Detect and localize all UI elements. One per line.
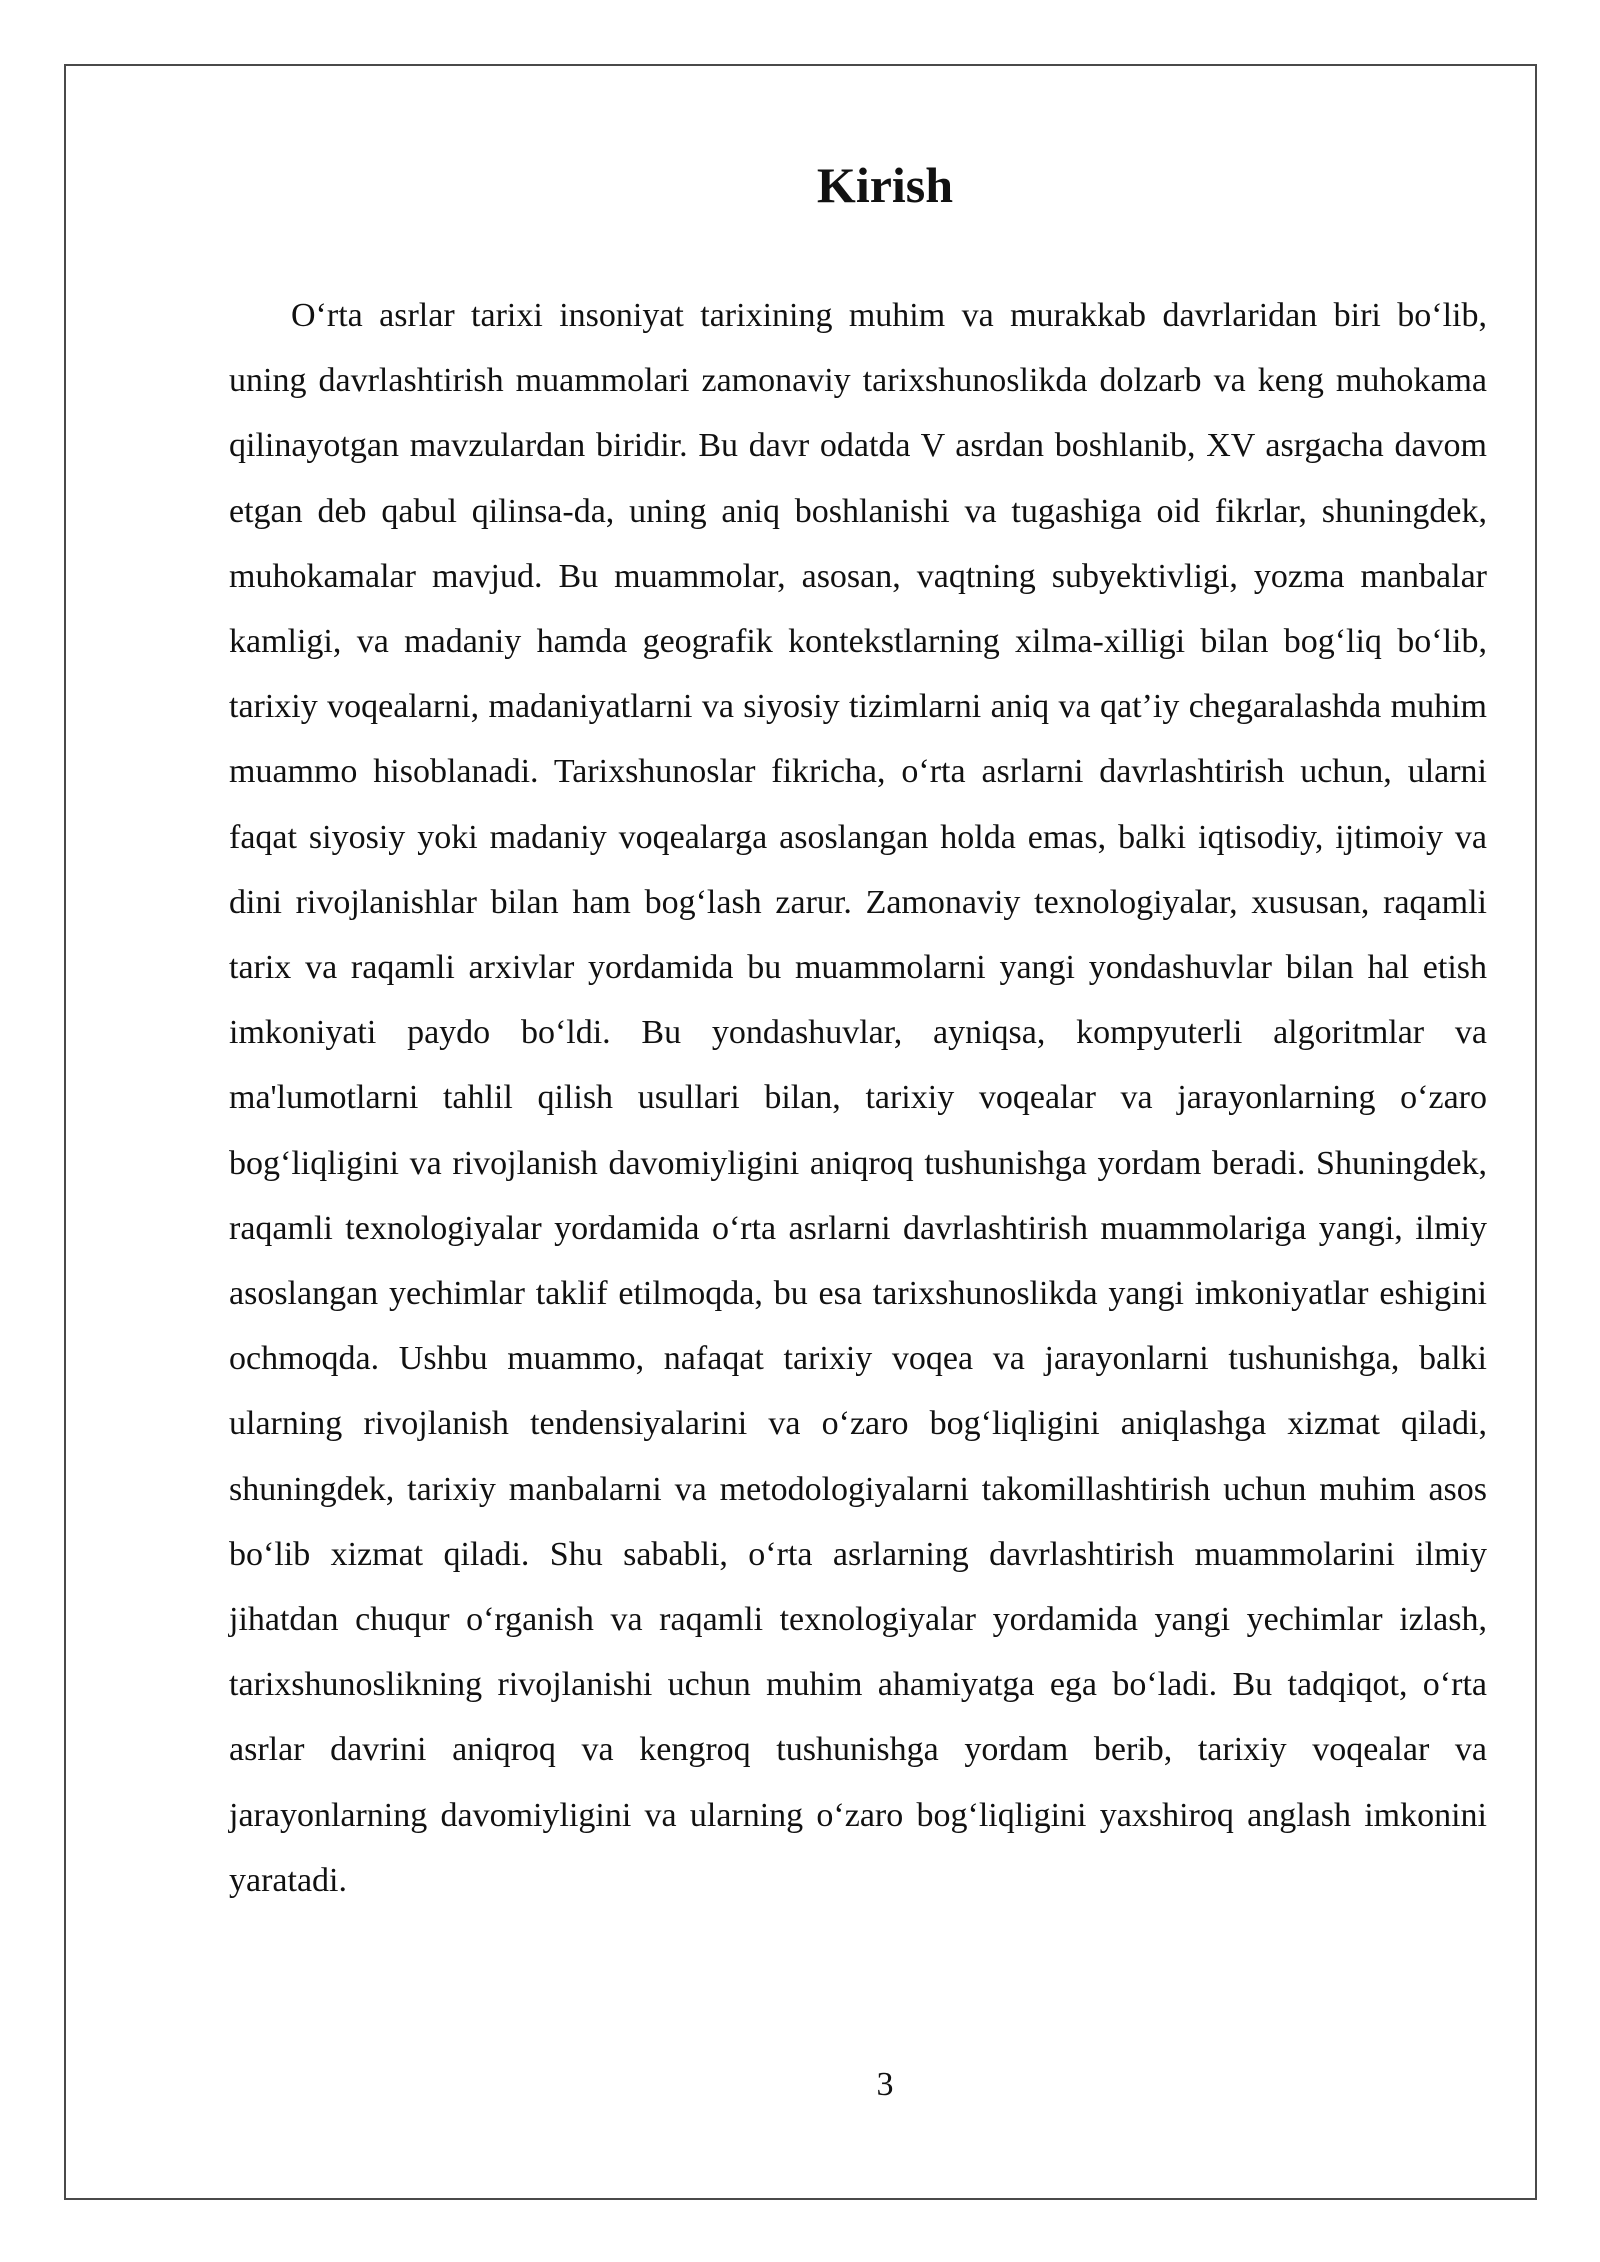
body-paragraph: O‘rta asrlar tarixi insoniyat tarixining muhim va murakkab davrlaridan biri bo‘lib, uning davrlashtirish muammolari zamonaviy tarixshunoslikda dolzarb va keng muhokama qilinayotgan mavzulardan biridir. Bu davr odatda V asrdan boshlanib, XV asrgacha davom etgan deb qabul qilinsa-da, uning aniq boshlanishi va tugashiga oid fikrlar, shuningdek, muhokamalar mavjud. Bu muammolar, asosan, vaqtning subyektivligi, yozma manbalar kamligi, va madaniy hamda geografik kontekstlarning xilma-xilligi bilan bog‘liq bo‘lib, tarixiy voqealarni, madaniyatlarni va siyosiy tizimlarni aniq va qat’iy chegaralashda muhim muammo hisoblanadi. Tarixshunoslar fikricha, o‘rta asrlarni davrlashtirish uchun, ularni faqat siyosiy yoki madaniy voqealarga asoslangan holda emas, balki iqtisodiy, ijtimoiy va dini rivojlanishlar bilan ham bog‘lash zarur. Zamonaviy texnologiyalar, xususan, raqamli tarix va raqamli arxivlar yordamida bu muammolarni yangi yondashuvlar bilan hal etish imkoniyati paydo bo‘ldi. Bu yondashuvlar, ayniqsa, kompyuterli algoritmlar va ma'lumotlarni tahlil qilish usullari bilan, tarixiy voqealar va jarayonlarning o‘zaro bog‘liqligini va rivojlanish davomiyligini aniqroq tushunishga yordam beradi. Shuningdek, raqamli texnologiyalar yordamida o‘rta asrlarni davrlashtirish muammolariga yangi, ilmiy asoslangan yechimlar taklif etilmoqda, bu esa tarixshunoslikda yangi imkoniyatlar eshigini ochmoqda. Ushbu muammo, nafaqat tarixiy voqea va jarayonlarni tushunishga, balki ularning rivojlanish tendensiyalarini va o‘zaro bog‘liqligini aniqlashga xizmat qiladi, shuningdek, tarixiy manbalarni va metodologiyalarni takomillashtirish uchun muhim asos bo‘lib xizmat qiladi. Shu sababli, o‘rta asrlarning davrlashtirish muammolarini ilmiy jihatdan chuqur o‘rganish va raqamli texnologiyalar yordamida yangi yechimlar izlash, tarixshunoslikning rivojlanishi uchun muhim ahamiyatga ega bo‘ladi. Bu tadqiqot, o‘rta asrlar davrini aniqroq va kengroq tushunishga yordam berib, tarixiy voqealar va jarayonlarning davomiyligini va ularning o‘zaro bog‘liqligini yaxshiroq anglash imkonini yaratadi. bbox=[229, 297, 1487, 1899]
page-title: Kirish bbox=[816, 157, 954, 213]
page-number: 3 bbox=[876, 2066, 894, 2103]
